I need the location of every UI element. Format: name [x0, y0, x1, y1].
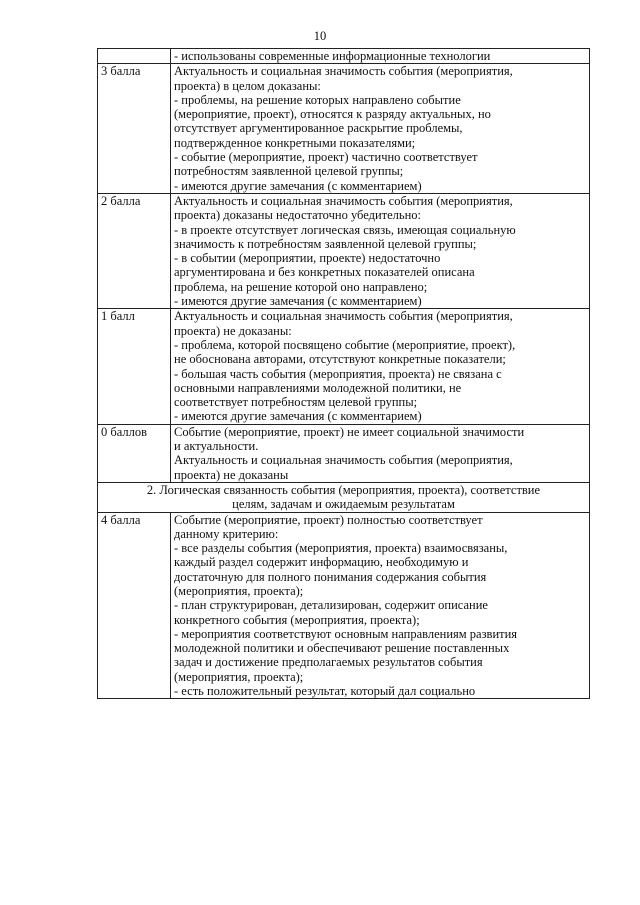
description-line: аргументирована и без конкретных показателей описана — [174, 265, 475, 280]
description-line: - событие (мероприятие, проект) частично соответствует — [174, 150, 478, 165]
description-line: подтвержденное конкретными показателями; — [174, 135, 416, 150]
description-line: основными направлениями молодежной политики, не — [174, 380, 462, 395]
description-line: Актуальность и социальная значимость события (мероприятия, — [174, 64, 513, 79]
section-heading-row — [98, 482, 590, 512]
score-cell: 4 балла — [98, 512, 171, 699]
description-cell — [171, 309, 590, 424]
description-line: - имеются другие замечания (с комментарием) — [174, 178, 422, 193]
description-line: отсутствует аргументированное раскрытие проблемы, — [174, 121, 463, 136]
description-line: значимость к потребностям заявленной целевой группы; — [174, 236, 477, 251]
description-line: не обоснована авторами, отсутствуют конкретные показатели; — [174, 352, 506, 367]
description-line: - имеются другие замечания (с комментарием) — [174, 294, 422, 309]
description-line: проекта) не доказаны — [174, 467, 289, 482]
description-line: проекта) доказаны недостаточно убедительно: — [174, 208, 422, 223]
criteria-row — [98, 309, 590, 424]
description-cell — [171, 64, 590, 194]
description-line: Событие (мероприятие, проект) не имеет социальной значимости — [174, 424, 525, 439]
page-number: 10 — [313, 29, 327, 43]
description-cell — [171, 49, 590, 64]
description-line: - имеются другие замечания (с комментарием) — [174, 409, 422, 424]
description-line: каждый раздел содержит информацию, необходимую и — [174, 555, 469, 570]
description-line: проекта) в целом доказаны: — [174, 78, 321, 93]
description-line: достаточную для полного понимания содержания события — [174, 569, 487, 584]
criteria-row — [98, 512, 590, 699]
description-cell — [171, 424, 590, 482]
score-cell: 1 балл — [98, 309, 171, 424]
description-line: Актуальность и социальная значимость события (мероприятия, — [174, 193, 513, 208]
description-line: проекта) не доказаны: — [174, 323, 292, 338]
description-line: проблема, на решение которой оно направлено; — [174, 279, 428, 294]
criteria-row — [98, 424, 590, 482]
description-line: - мероприятия соответствуют основным направлениям развития — [174, 626, 518, 641]
description-line: (мероприятие, проект), относятся к разряду актуальных, но — [174, 107, 491, 122]
description-line: молодежной политики и обеспечивают решение поставленных — [174, 641, 510, 656]
description-line: Актуальность и социальная значимость события (мероприятия, — [174, 453, 513, 468]
description-line: (мероприятия, проекта); — [174, 669, 304, 684]
description-line: - есть положительный результат, который дал социально — [174, 684, 476, 699]
description-line: - большая часть события (мероприятия, проекта) не связана с — [174, 366, 502, 381]
description-line: (мероприятия, проекта); — [174, 583, 304, 598]
score-cell: 3 балла — [98, 64, 171, 194]
description-line: - в событии (мероприятии, проекте) недостаточно — [174, 251, 441, 266]
section-heading — [98, 482, 590, 512]
criteria-row — [98, 193, 590, 308]
criteria-row — [98, 49, 590, 64]
description-line: соответствует потребностям целевой группы; — [174, 395, 418, 410]
section-heading-line: целям, задачам и ожидаемым результатам — [232, 497, 455, 512]
description-cell — [171, 512, 590, 699]
description-line: - в проекте отсутствует логическая связь, имеющая социальную — [174, 222, 516, 237]
description-line: Актуальность и социальная значимость события (мероприятия, — [174, 309, 513, 324]
description-line: конкретного события (мероприятия, проекта); — [174, 612, 420, 627]
description-line: - использованы современные информационные технологии — [174, 49, 491, 63]
description-line: данному критерию: — [174, 526, 279, 541]
description-line: задач и достижение предполагаемых результатов события — [174, 655, 483, 670]
description-line: и актуальности. — [174, 439, 259, 454]
criteria-table-body — [98, 49, 590, 699]
criteria-row — [98, 64, 590, 194]
description-line: - проблемы, на решение которых направлено событие — [174, 92, 461, 107]
criteria-table — [97, 48, 590, 699]
description-line: - план структурирован, детализирован, содержит описание — [174, 598, 488, 613]
description-line: потребностям заявленной целевой группы; — [174, 164, 404, 179]
section-heading-line: 2. Логическая связанность события (мероприятия, проекта), соответствие — [146, 482, 541, 497]
description-cell — [171, 193, 590, 308]
score-cell: 2 балла — [98, 193, 171, 308]
description-line: - проблема, которой посвящено событие (мероприятие, проект), — [174, 337, 516, 352]
description-line: - все разделы события (мероприятия, проекта) взаимосвязаны, — [174, 541, 508, 556]
score-cell — [98, 49, 171, 64]
description-line: Событие (мероприятие, проект) полностью соответствует — [174, 512, 483, 527]
score-cell: 0 баллов — [98, 424, 171, 482]
